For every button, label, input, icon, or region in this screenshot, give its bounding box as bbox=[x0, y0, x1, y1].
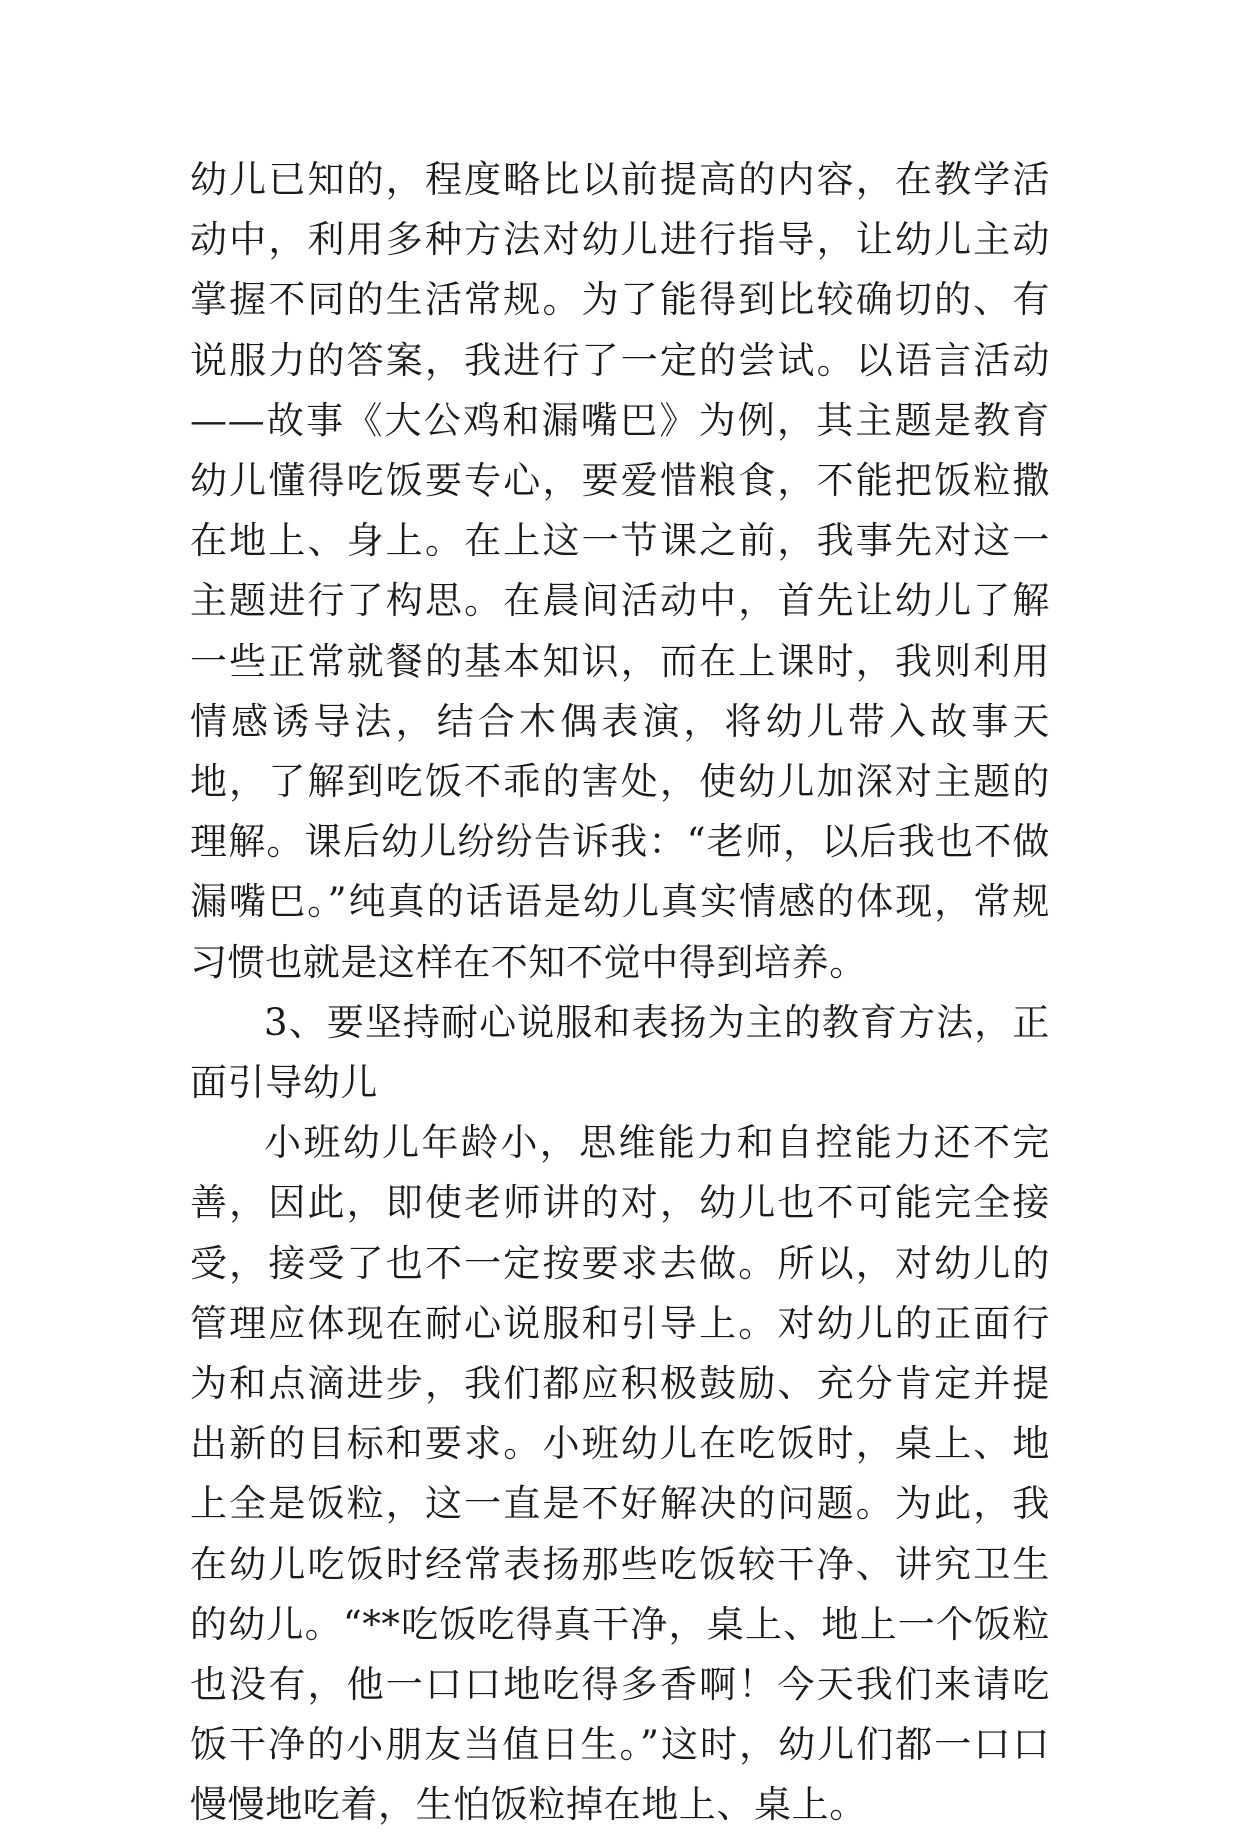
paragraph-body: 小班幼儿年龄小，思维能力和自控能力还不完善，因此，即使老师讲的对，幼儿也不可能完全接受，接受了也不一定按要求去做。所以，对幼儿的管理应体现在耐心说服和引导上。对幼儿的正面行为和点滴进步，我们都应积极鼓励、充分肯定并提出新的目标和要求。小班幼儿在吃饭时，桌上、地上全是饭粒，这一直是不好解决的问题。为此，我在幼儿吃饭时经常表扬那些吃饭较干净、讲究卫生的幼儿。“**吃饭吃得真干净，桌上、地上一个饭粒也没有，他一口口地吃得多香啊！今天我们来请吃饭干净的小朋友当值日生。”这时，幼儿们都一口口慢慢地吃着，生怕饭粒掉在地上、桌上。 bbox=[190, 1121, 1050, 1827]
section-heading-3: 3、要坚持耐心说服和表扬为主的教育方法，正面引导幼儿 bbox=[190, 1000, 1050, 1105]
paragraph-continuation: 幼儿已知的，程度略比以前提高的内容，在教学活动中，利用多种方法对幼儿进行指导，让幼儿主动掌握不同的生活常规。为了能得到比较确切的、有说服力的答案，我进行了一定的尝试。以语言活动——故事《大公鸡和漏嘴巴》为例，其主题是教育幼儿懂得吃饭要专心，要爱惜粮食，不能把饭粒撒在地上、身上。在上这一节课之前，我事先对这一主题进行了构思。在晨间活动中，首先让幼儿了解一些正常就餐的基本知识，而在上课时，我则利用情感诱导法，结合木偶表演，将幼儿带入故事天地，了解到吃饭不乖的害处，使幼儿加深对主题的理解。课后幼儿纷纷告诉我：“老师，以后我也不做漏嘴巴。”纯真的话语是幼儿真实情感的体现，常规习惯也就是这样在不知不觉中得到培养。 bbox=[190, 158, 1050, 984]
document-body bbox=[190, 150, 1050, 1836]
